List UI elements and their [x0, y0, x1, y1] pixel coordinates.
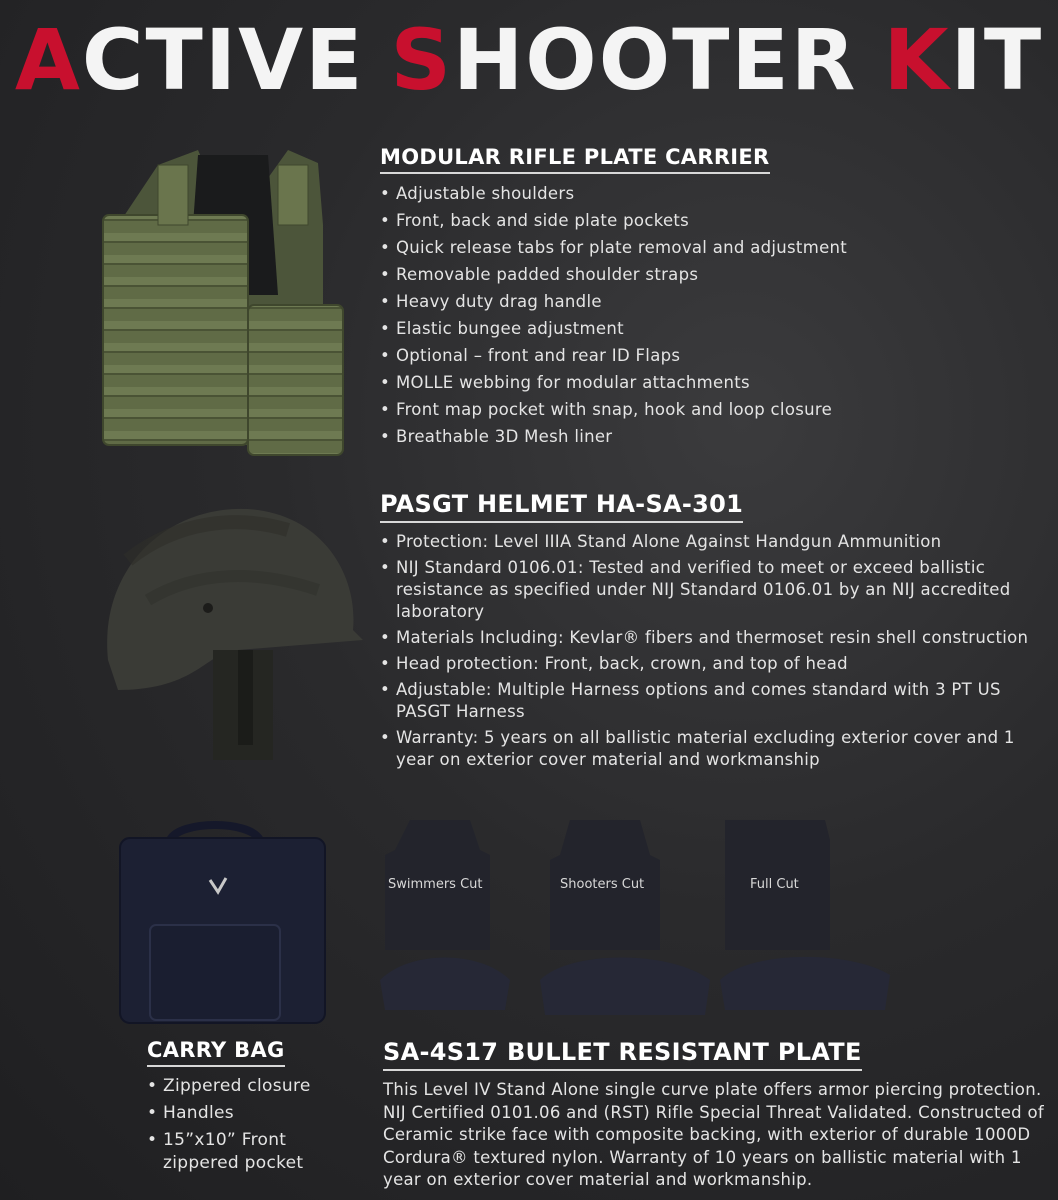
list-item: • Zippered closure — [147, 1075, 367, 1098]
plate-carrier-section — [380, 145, 1050, 452]
list-item: • Breathable 3D Mesh liner — [380, 425, 1050, 448]
list-item: • Removable padded shoulder straps — [380, 263, 1050, 286]
carry-bag-section — [147, 1038, 367, 1179]
list-item: • Adjustable shoulders — [380, 182, 1050, 205]
helmet-section — [380, 490, 1050, 775]
carry-bag-heading: CARRY BAG — [147, 1038, 285, 1067]
title-initial-3: K — [883, 11, 951, 109]
list-item: • Adjustable: Multiple Harness options and comes standard with 3 PT US PASGT Harness — [380, 679, 1050, 723]
plate-label-shooters: Shooters Cut — [560, 877, 645, 892]
list-item: • Head protection: Front, back, crown, and top of head — [380, 653, 1050, 675]
list-item: • MOLLE webbing for modular attachments — [380, 371, 1050, 394]
plate-description: This Level IV Stand Alone single curve plate offers armor piercing protection. NIJ Certified 0101.06 and (RST) Rifle Special Threat Validated. Constructed of Ceramic strike face with composite backing, with exterior of durable 1000D Cordura® textured nylon. Warranty of 10 years on ballistic material with 1 year on exterior cover material and workmanship. — [383, 1080, 1045, 1189]
helmet-image — [88, 500, 368, 760]
title-initial-1: A — [14, 11, 82, 109]
plate-carrier-heading: MODULAR RIFLE PLATE CARRIER — [380, 145, 770, 174]
plate-heading: SA-4S17 BULLET RESISTANT PLATE — [383, 1038, 862, 1071]
list-item: • 15”x10” Front zippered pocket — [147, 1129, 367, 1175]
plate-carrier-feature-list — [380, 182, 1050, 448]
list-item: • Warranty: 5 years on all ballistic material excluding exterior cover and 1 year on exterior cover material and workmanship — [380, 727, 1050, 771]
plate-carrier-image — [88, 145, 353, 465]
list-item: • Quick release tabs for plate removal and adjustment — [380, 236, 1050, 259]
list-item: • NIJ Standard 0106.01: Tested and verified to meet or exceed ballistic resistance as specified under NIJ Standard 0106.01 by an NIJ accredited laboratory — [380, 557, 1050, 623]
list-item: • Elastic bungee adjustment — [380, 317, 1050, 340]
list-item: • Front map pocket with snap, hook and loop closure — [380, 398, 1050, 421]
list-item: • Protection: Level IIIA Stand Alone Against Handgun Ammunition — [380, 531, 1050, 553]
page-title — [0, 11, 1058, 109]
helmet-heading: PASGT HELMET HA-SA-301 — [380, 490, 743, 523]
title-word-2: HOOTER — [452, 11, 858, 109]
title-word-3: IT — [950, 11, 1044, 109]
title-initial-2: S — [390, 11, 453, 109]
carry-bag-feature-list — [147, 1075, 367, 1175]
plate-section — [383, 1038, 1053, 1192]
list-item: • Handles — [147, 1102, 367, 1125]
list-item: • Heavy duty drag handle — [380, 290, 1050, 313]
plate-label-full: Full Cut — [750, 877, 799, 892]
helmet-feature-list — [380, 531, 1050, 771]
list-item: • Optional – front and rear ID Flaps — [380, 344, 1050, 367]
carry-bag-image — [110, 820, 340, 1030]
plate-label-swimmers: Swimmers Cut — [388, 877, 483, 892]
title-word-1: CTIVE — [81, 11, 365, 109]
list-item: • Materials Including: Kevlar® fibers and thermoset resin shell construction — [380, 627, 1050, 649]
armor-plates-image — [370, 810, 910, 1020]
list-item: • Front, back and side plate pockets — [380, 209, 1050, 232]
